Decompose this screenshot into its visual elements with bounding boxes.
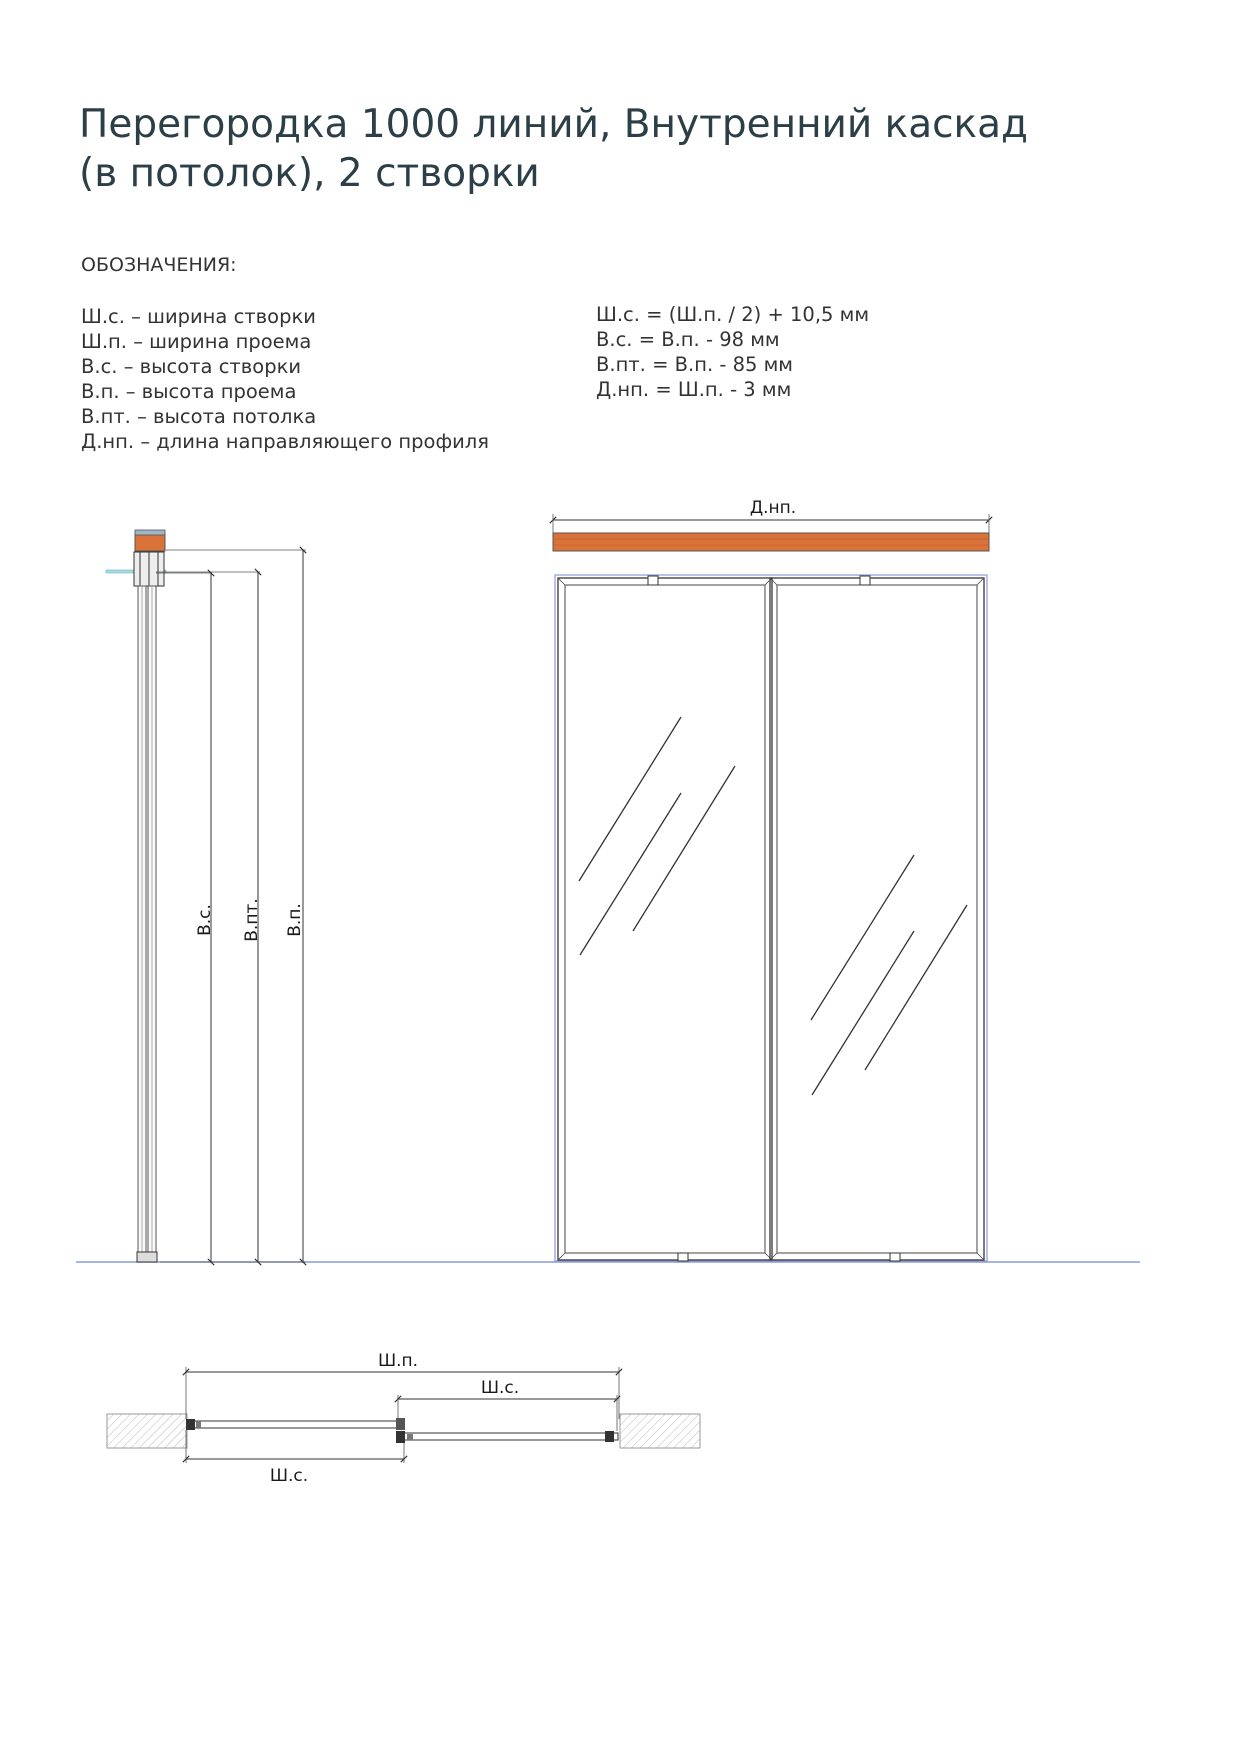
guide-rail (553, 533, 989, 551)
left-roller-top (648, 576, 658, 585)
opening-outline (555, 575, 987, 1261)
right-leaf-glass (777, 585, 977, 1253)
ceiling-rail-section (135, 533, 165, 551)
plan-leaf-right (398, 1433, 618, 1440)
label-shp: Ш.п. (377, 1351, 419, 1371)
definition-item: В.п. – высота проема (81, 380, 297, 403)
label-dnp: Д.нп. (749, 498, 797, 518)
wall-right (620, 1414, 700, 1448)
title-line-2: (в потолок), 2 створки (79, 151, 540, 196)
label-vpt: В.пт. (242, 898, 262, 942)
left-roller-bottom (678, 1253, 688, 1261)
definition-item: Ш.с. – ширина створки (81, 305, 316, 328)
label-vs: В.с. (195, 904, 215, 936)
formula-item: Д.нп. = Ш.п. - 3 мм (596, 378, 792, 401)
definition-item: Д.нп. – длина направляющего профиля (81, 430, 490, 453)
definition-item: В.с. – высота створки (81, 355, 302, 378)
definition-item: В.пт. – высота потолка (81, 405, 317, 428)
front-view (553, 498, 989, 1261)
left-leaf-frame (558, 578, 772, 1260)
plan-view (107, 1351, 700, 1486)
formula-item: В.с. = В.п. - 98 мм (596, 328, 780, 351)
label-shs-right: Ш.с. (480, 1378, 520, 1398)
label-vp: В.п. (285, 903, 305, 937)
right-leaf-frame (770, 578, 984, 1260)
wall-left (107, 1414, 187, 1448)
legend-heading: ОБОЗНАЧЕНИЯ: (81, 254, 237, 276)
left-leaf-glass (565, 585, 765, 1253)
definition-item: Ш.п. – ширина проема (81, 330, 312, 353)
ceiling-rail-cap (135, 530, 165, 535)
formula-item: Ш.с. = (Ш.п. / 2) + 10,5 мм (596, 303, 870, 326)
title-line-1: Перегородка 1000 линий, Внутренний каскад (79, 102, 1028, 147)
label-shs-left: Ш.с. (269, 1466, 309, 1486)
right-roller-bottom (890, 1253, 900, 1261)
formula-item: В.пт. = В.п. - 85 мм (596, 353, 794, 376)
right-roller-top (860, 576, 870, 585)
plan-leaf-left (190, 1421, 402, 1428)
side-section-view (106, 530, 306, 1262)
